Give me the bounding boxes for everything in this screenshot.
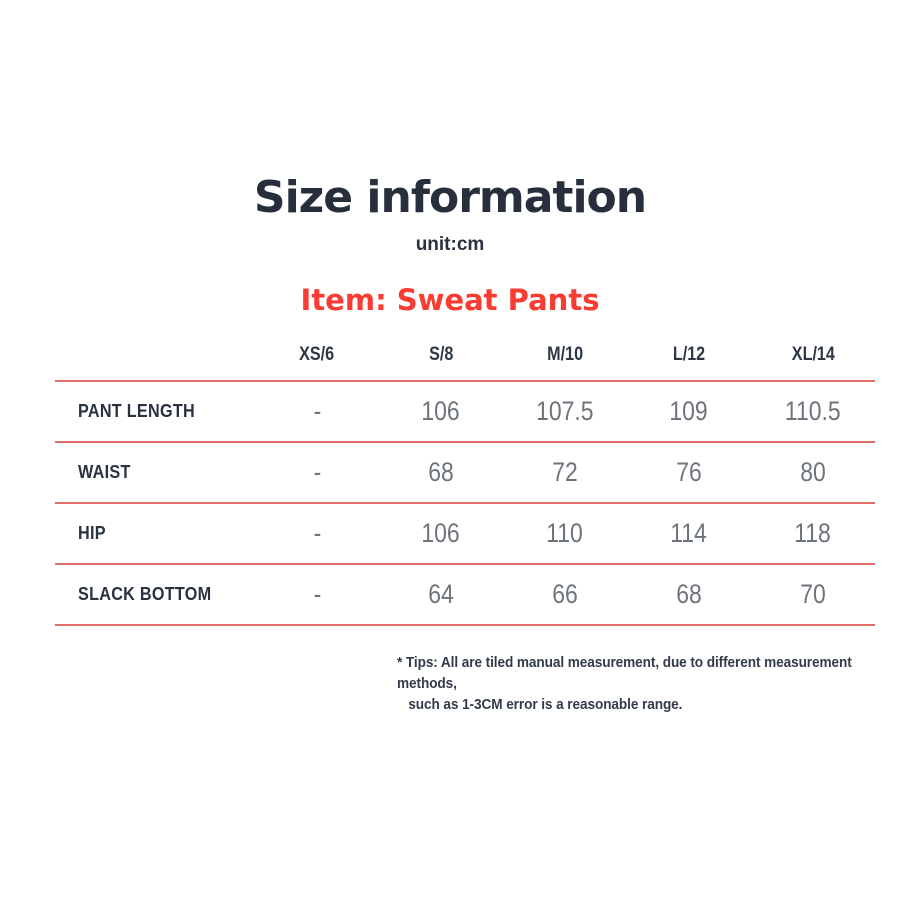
column-header-label: XS/6 <box>299 344 335 365</box>
footnote-line-2: such as 1-3CM error is a reasonable range. <box>408 697 683 713</box>
column-header-xs <box>255 344 379 366</box>
cell-value: - <box>313 518 321 548</box>
cell-value: 76 <box>676 457 702 487</box>
cell-value: 114 <box>670 518 708 548</box>
unit-label: unit:cm <box>415 234 485 255</box>
cell-value: - <box>313 579 321 609</box>
cell-value: 110.5 <box>785 396 841 426</box>
cell-value: 72 <box>552 457 578 487</box>
footnote <box>397 653 867 716</box>
cell-value: 109 <box>669 396 709 426</box>
table-header-row <box>55 330 875 380</box>
column-header-m <box>503 344 627 366</box>
table-row-slack-bottom <box>55 563 875 624</box>
row-label: HIP <box>78 523 106 543</box>
cell-value: 68 <box>428 457 454 487</box>
cell-value: 106 <box>421 396 461 426</box>
table-row-waist <box>55 441 875 502</box>
cell-value: 70 <box>800 579 826 609</box>
cell-value: - <box>313 396 321 426</box>
column-header-label: S/8 <box>428 344 454 365</box>
row-label-cell <box>55 401 255 422</box>
cell-value: 107.5 <box>536 396 594 426</box>
column-header-s <box>379 344 503 366</box>
item-label: Item: Sweat Pants <box>300 283 600 317</box>
footnote-line-1: * Tips: All are tiled manual measurement, due to different measurement methods, <box>397 655 852 692</box>
size-table <box>55 330 875 626</box>
row-label-cell <box>55 584 255 605</box>
cell-value: 110 <box>546 518 584 548</box>
column-header-label: M/10 <box>547 344 583 365</box>
row-label: SLACK BOTTOM <box>78 584 212 604</box>
row-label: PANT LENGTH <box>78 401 195 421</box>
cell-value: 66 <box>552 579 578 609</box>
table-row-pant-length <box>55 380 875 441</box>
column-header-l <box>627 344 751 366</box>
column-header-label: XL/14 <box>791 344 835 365</box>
cell-value: 68 <box>676 579 702 609</box>
row-label-cell <box>55 523 255 544</box>
row-label-cell <box>55 462 255 483</box>
column-header-xl <box>751 344 875 366</box>
cell-value: - <box>313 457 321 487</box>
column-header-label: L/12 <box>672 344 706 365</box>
cell-value: 118 <box>794 518 832 548</box>
row-label: WAIST <box>78 462 131 482</box>
cell-value: 80 <box>800 457 826 487</box>
table-row-hip <box>55 502 875 563</box>
cell-value: 106 <box>421 518 461 548</box>
page-title: Size information <box>253 172 647 223</box>
cell-value: 64 <box>428 579 454 609</box>
